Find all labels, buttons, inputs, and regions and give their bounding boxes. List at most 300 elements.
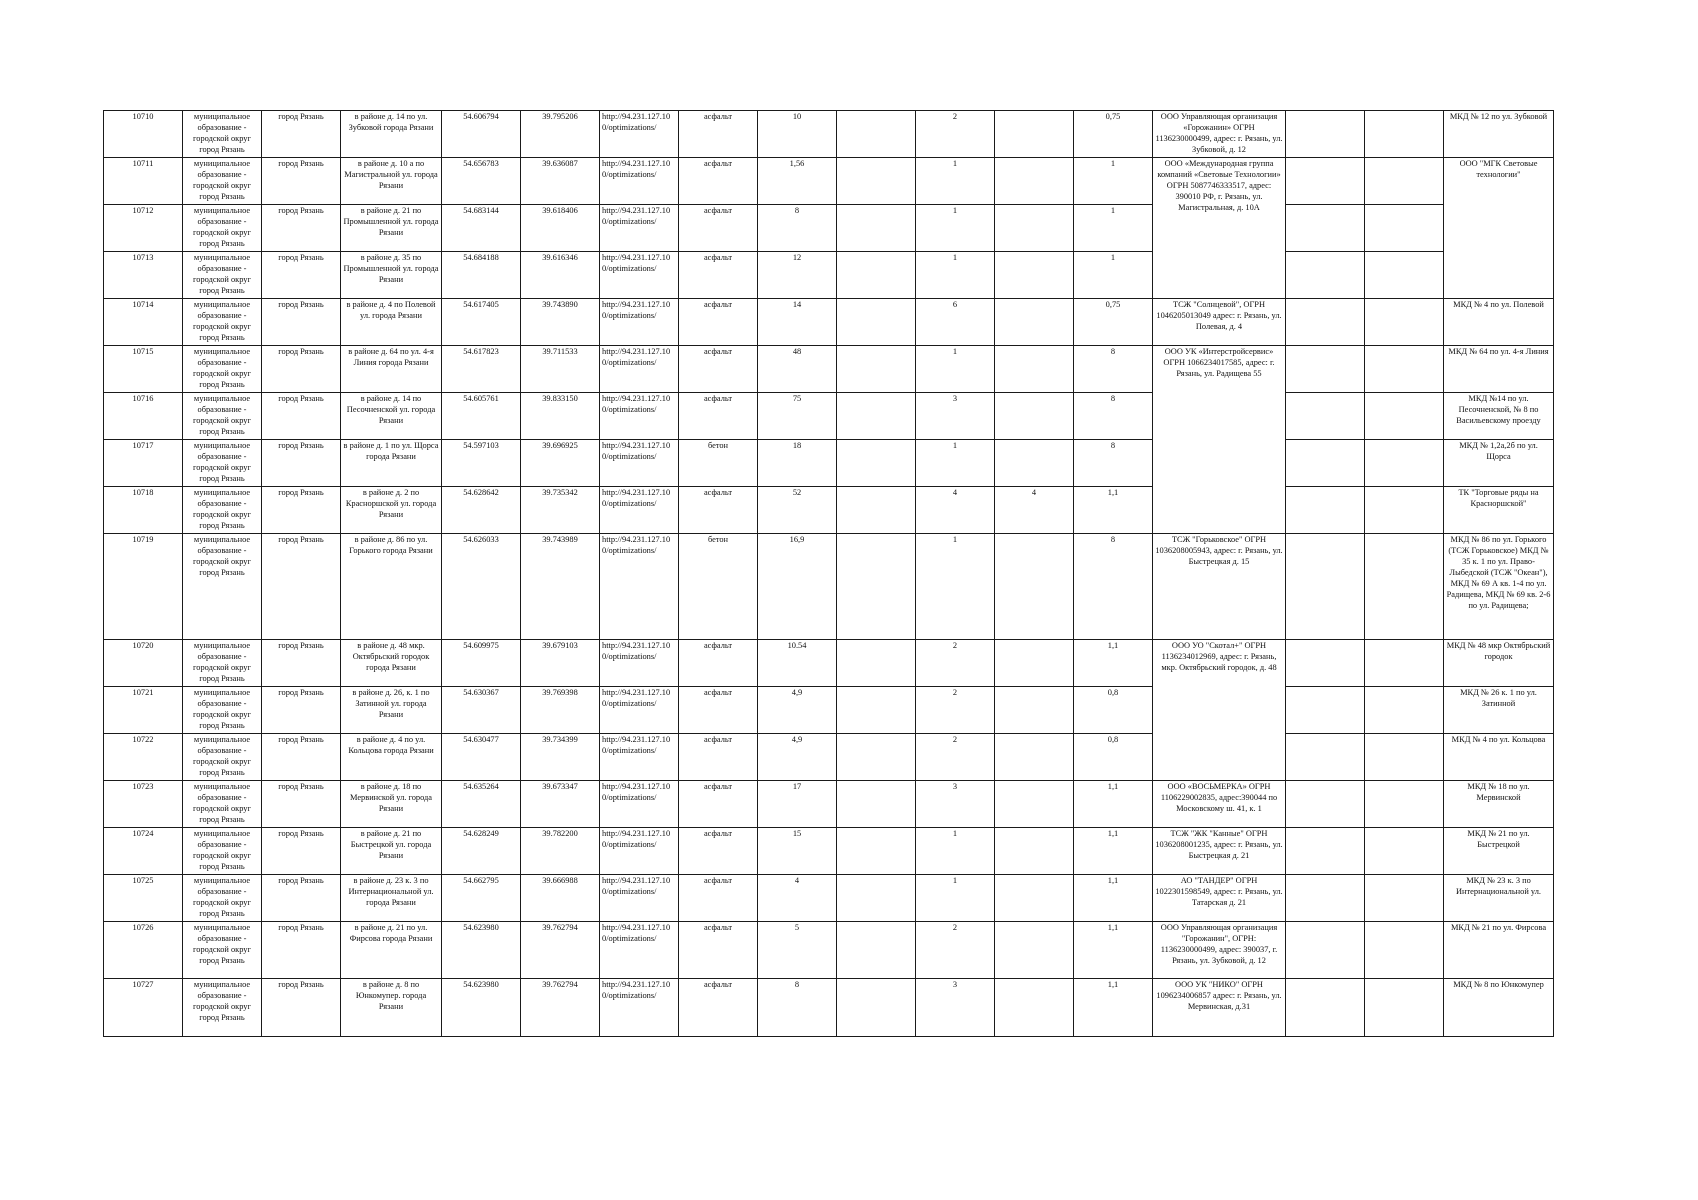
cell-map-link: http://94.231.127.10 0/optimizations/ — [600, 299, 679, 346]
cell-container-volume: 1,1 — [1074, 487, 1153, 534]
cell-empty — [837, 393, 916, 440]
cell-waste-source: МКД № 4 по ул. Кольцова — [1444, 734, 1554, 781]
cell-longitude: 39.762794 — [521, 922, 600, 979]
cell-empty — [995, 111, 1074, 158]
cell-container-volume: 0,75 — [1074, 111, 1153, 158]
cell-empty — [1286, 640, 1365, 687]
cell-area: 52 — [758, 487, 837, 534]
table-row — [104, 979, 1554, 1037]
cell-municipality: муниципальное образование - городской округ город Рязань — [183, 487, 262, 534]
cell-empty — [1365, 111, 1444, 158]
cell-empty — [1365, 687, 1444, 734]
cell-container-volume: 8 — [1074, 440, 1153, 487]
cell-latitude: 54.606794 — [442, 111, 521, 158]
cell-container-count: 1 — [916, 205, 995, 252]
cell-settlement: город Рязань — [262, 687, 341, 734]
cell-container-count: 3 — [916, 979, 995, 1037]
cell-owner-organization: ООО Управляющая организация "Горожанин", ОГРН: 1136230000499, адрес: 390037, г. Рязань, ул. Зубковой, д. 12 — [1153, 922, 1286, 979]
cell-coverage: асфальт — [679, 687, 758, 734]
cell-area: 16,9 — [758, 534, 837, 640]
cell-longitude: 39.743890 — [521, 299, 600, 346]
cell-longitude: 39.673347 — [521, 781, 600, 828]
cell-number: 10711 — [104, 158, 183, 205]
cell-number: 10725 — [104, 875, 183, 922]
cell-container-volume: 8 — [1074, 346, 1153, 393]
cell-municipality: муниципальное образование - городской округ город Рязань — [183, 640, 262, 687]
cell-area: 14 — [758, 299, 837, 346]
registry-table — [103, 110, 1554, 1037]
cell-area: 4,9 — [758, 734, 837, 781]
cell-empty — [837, 734, 916, 781]
table-row — [104, 158, 1554, 205]
cell-location: в районе д. 86 по ул. Горького города Рязани — [341, 534, 442, 640]
cell-coverage: асфальт — [679, 205, 758, 252]
cell-owner-organization: ООО УО "Скотал+" ОГРН 1136234012969, адрес: г. Рязань, мкр. Октябрьский городок, д. 48 — [1153, 640, 1286, 781]
cell-number: 10718 — [104, 487, 183, 534]
cell-settlement: город Рязань — [262, 979, 341, 1037]
cell-container-volume: 1,1 — [1074, 979, 1153, 1037]
table-row — [104, 346, 1554, 393]
cell-location: в районе д. 35 по Промышленной ул. города Рязани — [341, 252, 442, 299]
cell-latitude: 54.623980 — [442, 922, 521, 979]
cell-container-count: 1 — [916, 534, 995, 640]
cell-owner-organization: ООО УК "НИКО" ОГРН 1096234006857 адрес: г. Рязань, ул. Мервинская, д.31 — [1153, 979, 1286, 1037]
cell-number: 10716 — [104, 393, 183, 440]
table-row — [104, 111, 1554, 158]
cell-coverage: асфальт — [679, 487, 758, 534]
cell-map-link: http://94.231.127.10 0/optimizations/ — [600, 734, 679, 781]
cell-coverage: асфальт — [679, 875, 758, 922]
cell-empty — [837, 487, 916, 534]
cell-area: 1,56 — [758, 158, 837, 205]
cell-owner-organization: ООО «Международная группа компаний «Световые Технологии» ОГРН 5087746333517, адрес: 390010 РФ, г. Рязань, ул. Магистральная, д. 10А — [1153, 158, 1286, 299]
cell-container-volume: 8 — [1074, 534, 1153, 640]
cell-waste-source: ТК "Торговые ряды на Красноршской" — [1444, 487, 1554, 534]
cell-owner-organization: ТСЖ "Горьковское" ОГРН 1036208005943, адрес: г. Рязань, ул. Быстрецкая д. 15 — [1153, 534, 1286, 640]
cell-container-volume: 0,8 — [1074, 687, 1153, 734]
cell-latitude: 54.684188 — [442, 252, 521, 299]
cell-map-link: http://94.231.127.10 0/optimizations/ — [600, 922, 679, 979]
cell-container-count: 1 — [916, 828, 995, 875]
cell-municipality: муниципальное образование - городской округ город Рязань — [183, 534, 262, 640]
cell-empty — [837, 299, 916, 346]
cell-container-count: 6 — [916, 299, 995, 346]
cell-container-count: 4 — [916, 487, 995, 534]
cell-empty — [1286, 828, 1365, 875]
cell-container-count: 1 — [916, 346, 995, 393]
cell-coverage: асфальт — [679, 979, 758, 1037]
cell-container-count: 3 — [916, 781, 995, 828]
cell-empty — [1365, 205, 1444, 252]
cell-empty — [837, 687, 916, 734]
cell-location: в районе д. 21 по Промышленной ул. города Рязани — [341, 205, 442, 252]
cell-map-link: http://94.231.127.10 0/optimizations/ — [600, 781, 679, 828]
cell-empty — [1286, 687, 1365, 734]
cell-empty — [1286, 781, 1365, 828]
cell-municipality: муниципальное образование - городской округ город Рязань — [183, 979, 262, 1037]
cell-empty — [995, 158, 1074, 205]
cell-municipality: муниципальное образование - городской округ город Рязань — [183, 440, 262, 487]
cell-number: 10722 — [104, 734, 183, 781]
cell-waste-source: МКД № 26 к. 1 по ул. Затинной — [1444, 687, 1554, 734]
cell-number: 10715 — [104, 346, 183, 393]
cell-area: 8 — [758, 979, 837, 1037]
cell-location: в районе д. 14 по ул. Зубковой города Рязани — [341, 111, 442, 158]
cell-waste-source: МКД № 21 по ул. Быстрецкой — [1444, 828, 1554, 875]
cell-coverage: асфальт — [679, 640, 758, 687]
cell-empty — [837, 252, 916, 299]
cell-longitude: 39.734399 — [521, 734, 600, 781]
cell-empty — [1365, 440, 1444, 487]
cell-empty — [1286, 875, 1365, 922]
table-row — [104, 205, 1554, 252]
cell-settlement: город Рязань — [262, 487, 341, 534]
cell-area: 75 — [758, 393, 837, 440]
cell-container-count: 1 — [916, 158, 995, 205]
cell-location: в районе д. 21 по ул. Фирсова города Рязани — [341, 922, 442, 979]
cell-empty — [1286, 979, 1365, 1037]
table-row — [104, 393, 1554, 440]
cell-municipality: муниципальное образование - городской округ город Рязань — [183, 252, 262, 299]
cell-latitude: 54.605761 — [442, 393, 521, 440]
cell-settlement: город Рязань — [262, 205, 341, 252]
cell-empty — [1365, 487, 1444, 534]
cell-municipality: муниципальное образование - городской округ город Рязань — [183, 299, 262, 346]
cell-latitude: 54.635264 — [442, 781, 521, 828]
cell-municipality: муниципальное образование - городской округ город Рязань — [183, 781, 262, 828]
cell-latitude: 54.617823 — [442, 346, 521, 393]
cell-empty — [1286, 734, 1365, 781]
cell-area: 48 — [758, 346, 837, 393]
cell-latitude: 54.662795 — [442, 875, 521, 922]
cell-empty — [1286, 252, 1365, 299]
cell-empty — [1365, 875, 1444, 922]
cell-coverage: асфальт — [679, 346, 758, 393]
cell-longitude: 39.636087 — [521, 158, 600, 205]
cell-settlement: город Рязань — [262, 734, 341, 781]
cell-settlement: город Рязань — [262, 640, 341, 687]
cell-area: 12 — [758, 252, 837, 299]
cell-municipality: муниципальное образование - городской округ город Рязань — [183, 205, 262, 252]
cell-number: 10710 — [104, 111, 183, 158]
cell-longitude: 39.743989 — [521, 534, 600, 640]
cell-longitude: 39.795206 — [521, 111, 600, 158]
table-row — [104, 734, 1554, 781]
cell-map-link: http://94.231.127.10 0/optimizations/ — [600, 158, 679, 205]
cell-waste-source: МКД № 12 по ул. Зубковой — [1444, 111, 1554, 158]
cell-empty — [837, 979, 916, 1037]
cell-container-count: 2 — [916, 734, 995, 781]
cell-settlement: город Рязань — [262, 299, 341, 346]
cell-empty — [995, 205, 1074, 252]
cell-coverage: асфальт — [679, 828, 758, 875]
cell-container-count: 2 — [916, 640, 995, 687]
table-row — [104, 299, 1554, 346]
cell-location: в районе д. 26, к. 1 по Затинной ул. города Рязани — [341, 687, 442, 734]
cell-area: 17 — [758, 781, 837, 828]
cell-empty — [837, 781, 916, 828]
cell-map-link: http://94.231.127.10 0/optimizations/ — [600, 111, 679, 158]
cell-latitude: 54.630477 — [442, 734, 521, 781]
cell-empty — [995, 534, 1074, 640]
cell-owner-organization: ТСЖ "Солнцевой", ОГРН 1046205013049 адрес: г. Рязань, ул. Полевая, д. 4 — [1153, 299, 1286, 346]
cell-area: 15 — [758, 828, 837, 875]
cell-coverage: асфальт — [679, 299, 758, 346]
table-row — [104, 922, 1554, 979]
cell-empty — [995, 252, 1074, 299]
cell-area: 10.54 — [758, 640, 837, 687]
cell-empty: 4 — [995, 487, 1074, 534]
cell-container-count: 2 — [916, 922, 995, 979]
cell-waste-source: МКД № 86 по ул. Горького (ТСЖ Горьковское) МКД № 35 к. 1 по ул. Право-Лыбедской (ТСЖ "Океан"), МКД № 69 А кв. 1-4 по ул. Радищева, МКД № 69 кв. 2-6 по ул. Радищева; — [1444, 534, 1554, 640]
cell-empty — [1286, 346, 1365, 393]
cell-latitude: 54.656783 — [442, 158, 521, 205]
cell-latitude: 54.626033 — [442, 534, 521, 640]
cell-empty — [837, 828, 916, 875]
cell-container-volume: 1,1 — [1074, 640, 1153, 687]
cell-settlement: город Рязань — [262, 828, 341, 875]
cell-container-count: 2 — [916, 687, 995, 734]
cell-longitude: 39.616346 — [521, 252, 600, 299]
cell-longitude: 39.735342 — [521, 487, 600, 534]
cell-owner-organization: ООО Управляющая организация «Горожанин» ОГРН 1136230000499, адрес: г. Рязань, ул. Зубковой, д. 12 — [1153, 111, 1286, 158]
cell-longitude: 39.782200 — [521, 828, 600, 875]
table-row — [104, 781, 1554, 828]
cell-location: в районе д. 18 по Мервинской ул. города Рязани — [341, 781, 442, 828]
cell-container-volume: 0,8 — [1074, 734, 1153, 781]
cell-location: в районе д. 23 к. 3 по Интернациональной ул. города Рязани — [341, 875, 442, 922]
cell-municipality: муниципальное образование - городской округ город Рязань — [183, 346, 262, 393]
cell-municipality: муниципальное образование - городской округ город Рязань — [183, 828, 262, 875]
cell-owner-organization: АО "ТАНДЕР" ОГРН 1022301598549, адрес: г. Рязань, ул. Татарская д. 21 — [1153, 875, 1286, 922]
cell-location: в районе д. 4 по ул. Кольцова города Рязани — [341, 734, 442, 781]
cell-map-link: http://94.231.127.10 0/optimizations/ — [600, 534, 679, 640]
cell-container-volume: 1 — [1074, 158, 1153, 205]
cell-empty — [1365, 299, 1444, 346]
cell-empty — [1286, 440, 1365, 487]
table-row — [104, 534, 1554, 640]
cell-owner-organization: ООО УК «Интерстройсервис» ОГРН 1066234017585, адрес: г. Рязань, ул. Радищева 55 — [1153, 346, 1286, 534]
table-row — [104, 440, 1554, 487]
cell-container-volume: 1 — [1074, 252, 1153, 299]
cell-number: 10713 — [104, 252, 183, 299]
cell-location: в районе д. 10 а по Магистральной ул. города Рязани — [341, 158, 442, 205]
cell-municipality: муниципальное образование - городской округ город Рязань — [183, 158, 262, 205]
cell-settlement: город Рязань — [262, 440, 341, 487]
cell-map-link: http://94.231.127.10 0/optimizations/ — [600, 875, 679, 922]
cell-empty — [1286, 205, 1365, 252]
cell-empty — [1365, 979, 1444, 1037]
cell-empty — [1365, 346, 1444, 393]
cell-number: 10726 — [104, 922, 183, 979]
cell-location: в районе д. 8 по Юнкомупер. города Рязани — [341, 979, 442, 1037]
cell-empty — [995, 440, 1074, 487]
cell-map-link: http://94.231.127.10 0/optimizations/ — [600, 205, 679, 252]
cell-empty — [1286, 158, 1365, 205]
table-row — [104, 487, 1554, 534]
cell-map-link: http://94.231.127.10 0/optimizations/ — [600, 346, 679, 393]
cell-waste-source: МКД №14 по ул. Песочненской, № 8 по Васильевскому проезду — [1444, 393, 1554, 440]
cell-waste-source: МКД № 1,2а,2б по ул. Щорса — [1444, 440, 1554, 487]
cell-map-link: http://94.231.127.10 0/optimizations/ — [600, 440, 679, 487]
cell-settlement: город Рязань — [262, 534, 341, 640]
cell-empty — [995, 734, 1074, 781]
cell-container-volume: 0,75 — [1074, 299, 1153, 346]
cell-municipality: муниципальное образование - городской округ город Рязань — [183, 734, 262, 781]
cell-longitude: 39.762794 — [521, 979, 600, 1037]
cell-empty — [995, 393, 1074, 440]
cell-container-volume: 8 — [1074, 393, 1153, 440]
cell-empty — [837, 205, 916, 252]
table-row — [104, 252, 1554, 299]
cell-coverage: асфальт — [679, 781, 758, 828]
cell-empty — [1365, 158, 1444, 205]
cell-number: 10712 — [104, 205, 183, 252]
cell-number: 10724 — [104, 828, 183, 875]
cell-latitude: 54.630367 — [442, 687, 521, 734]
cell-coverage: асфальт — [679, 252, 758, 299]
cell-waste-source: МКД № 4 по ул. Полевой — [1444, 299, 1554, 346]
cell-container-count: 1 — [916, 875, 995, 922]
cell-settlement: город Рязань — [262, 158, 341, 205]
cell-latitude: 54.623980 — [442, 979, 521, 1037]
cell-empty — [837, 640, 916, 687]
cell-owner-organization: ТСЖ "ЖК "Канные" ОГРН 1036208001235, адрес: г. Рязань, ул. Быстрецкая д. 21 — [1153, 828, 1286, 875]
cell-map-link: http://94.231.127.10 0/optimizations/ — [600, 687, 679, 734]
cell-empty — [995, 687, 1074, 734]
cell-latitude: 54.628642 — [442, 487, 521, 534]
cell-latitude: 54.609975 — [442, 640, 521, 687]
cell-longitude: 39.666988 — [521, 875, 600, 922]
cell-coverage: асфальт — [679, 734, 758, 781]
cell-waste-source: МКД № 48 мкр Октябрьский городок — [1444, 640, 1554, 687]
cell-settlement: город Рязань — [262, 922, 341, 979]
cell-empty — [1286, 299, 1365, 346]
cell-number: 10720 — [104, 640, 183, 687]
cell-number: 10719 — [104, 534, 183, 640]
cell-number: 10727 — [104, 979, 183, 1037]
cell-map-link: http://94.231.127.10 0/optimizations/ — [600, 640, 679, 687]
cell-empty — [1365, 781, 1444, 828]
cell-empty — [1365, 534, 1444, 640]
cell-municipality: муниципальное образование - городской округ город Рязань — [183, 687, 262, 734]
cell-location: в районе д. 48 мкр. Октябрьский городок города Рязани — [341, 640, 442, 687]
cell-map-link: http://94.231.127.10 0/optimizations/ — [600, 487, 679, 534]
cell-coverage: асфальт — [679, 922, 758, 979]
cell-number: 10721 — [104, 687, 183, 734]
cell-longitude: 39.679103 — [521, 640, 600, 687]
cell-empty — [995, 640, 1074, 687]
cell-waste-source: МКД № 8 по Юнкомупер — [1444, 979, 1554, 1037]
cell-latitude: 54.628249 — [442, 828, 521, 875]
cell-longitude: 39.833150 — [521, 393, 600, 440]
cell-number: 10714 — [104, 299, 183, 346]
cell-municipality: муниципальное образование - городской округ город Рязань — [183, 393, 262, 440]
cell-container-volume: 1,1 — [1074, 875, 1153, 922]
cell-empty — [1365, 252, 1444, 299]
cell-empty — [995, 781, 1074, 828]
cell-container-volume: 1,1 — [1074, 781, 1153, 828]
cell-location: в районе д. 14 по Песочненской ул. города Рязани — [341, 393, 442, 440]
cell-empty — [1286, 922, 1365, 979]
cell-settlement: город Рязань — [262, 252, 341, 299]
cell-empty — [1286, 393, 1365, 440]
cell-longitude: 39.618406 — [521, 205, 600, 252]
cell-coverage: бетон — [679, 440, 758, 487]
cell-waste-source: МКД № 18 по ул. Мервинской — [1444, 781, 1554, 828]
cell-empty — [1365, 734, 1444, 781]
cell-longitude: 39.696925 — [521, 440, 600, 487]
cell-waste-source: МКД № 64 по ул. 4-я Линия — [1444, 346, 1554, 393]
cell-settlement: город Рязань — [262, 111, 341, 158]
cell-settlement: город Рязань — [262, 393, 341, 440]
cell-location: в районе д. 1 по ул. Щорса города Рязани — [341, 440, 442, 487]
cell-container-count: 3 — [916, 393, 995, 440]
cell-empty — [995, 922, 1074, 979]
cell-empty — [837, 346, 916, 393]
cell-settlement: город Рязань — [262, 346, 341, 393]
cell-settlement: город Рязань — [262, 875, 341, 922]
cell-owner-organization: ООО «ВОСЬМЕРКА» ОГРН 1106229002835, адрес:390044 по Московскому ш. 41, к. 1 — [1153, 781, 1286, 828]
table-row — [104, 687, 1554, 734]
cell-longitude: 39.711533 — [521, 346, 600, 393]
cell-coverage: асфальт — [679, 158, 758, 205]
cell-empty — [995, 875, 1074, 922]
cell-map-link: http://94.231.127.10 0/optimizations/ — [600, 979, 679, 1037]
table-row — [104, 875, 1554, 922]
cell-empty — [1365, 393, 1444, 440]
cell-latitude: 54.597103 — [442, 440, 521, 487]
cell-map-link: http://94.231.127.10 0/optimizations/ — [600, 252, 679, 299]
cell-location: в районе д. 2 по Красноршской ул. города Рязани — [341, 487, 442, 534]
cell-waste-source: МКД № 23 к. 3 по Интернациональной ул. — [1444, 875, 1554, 922]
cell-map-link: http://94.231.127.10 0/optimizations/ — [600, 393, 679, 440]
cell-empty — [995, 828, 1074, 875]
table-row — [104, 640, 1554, 687]
cell-municipality: муниципальное образование - городской округ город Рязань — [183, 922, 262, 979]
cell-coverage: асфальт — [679, 111, 758, 158]
cell-container-volume: 1,1 — [1074, 828, 1153, 875]
cell-municipality: муниципальное образование - городской округ город Рязань — [183, 111, 262, 158]
cell-longitude: 39.769398 — [521, 687, 600, 734]
cell-empty — [1365, 640, 1444, 687]
cell-empty — [837, 922, 916, 979]
cell-empty — [995, 299, 1074, 346]
cell-waste-source: ООО "МГК Световые технологии" — [1444, 158, 1554, 299]
cell-location: в районе д. 21 по Быстрецкой ул. города Рязани — [341, 828, 442, 875]
cell-latitude: 54.683144 — [442, 205, 521, 252]
cell-coverage: асфальт — [679, 393, 758, 440]
cell-area: 18 — [758, 440, 837, 487]
cell-empty — [1286, 534, 1365, 640]
cell-coverage: бетон — [679, 534, 758, 640]
cell-container-count: 2 — [916, 111, 995, 158]
cell-municipality: муниципальное образование - городской округ город Рязань — [183, 875, 262, 922]
cell-area: 5 — [758, 922, 837, 979]
cell-container-volume: 1,1 — [1074, 922, 1153, 979]
cell-empty — [837, 111, 916, 158]
registry-body — [104, 111, 1554, 1037]
cell-waste-source: МКД № 21 по ул. Фирсова — [1444, 922, 1554, 979]
cell-latitude: 54.617405 — [442, 299, 521, 346]
table-row — [104, 828, 1554, 875]
cell-location: в районе д. 64 по ул. 4-я Линия города Рязани — [341, 346, 442, 393]
cell-area: 4,9 — [758, 687, 837, 734]
cell-area: 4 — [758, 875, 837, 922]
cell-empty — [1365, 922, 1444, 979]
cell-empty — [995, 979, 1074, 1037]
cell-map-link: http://94.231.127.10 0/optimizations/ — [600, 828, 679, 875]
